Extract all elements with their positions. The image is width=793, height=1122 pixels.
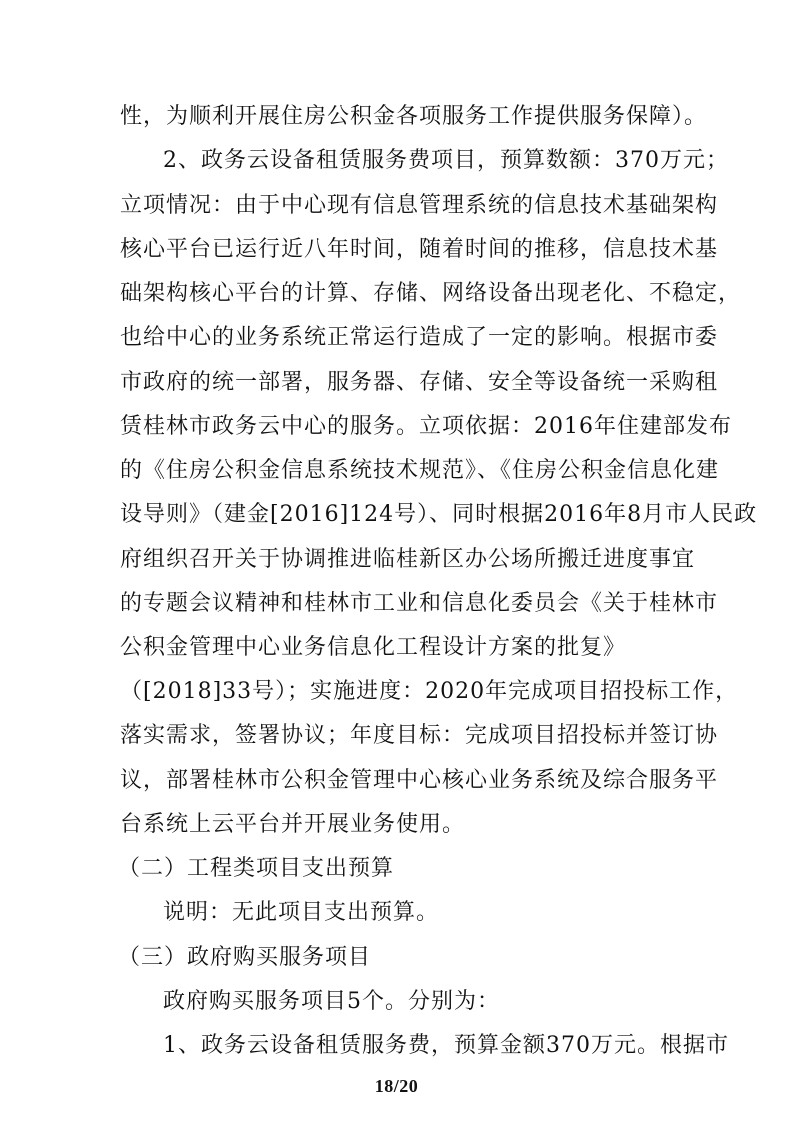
body-line-17: 台系统上云平台并开展业务使用。 (120, 812, 466, 837)
body-line-4: 核心平台已运行近八年时间，随着时间的推移，信息技术基 (120, 237, 719, 262)
body-line-5: 础架构核心平台的计算、存储、网络设备出现老化、不稳定， (120, 281, 742, 306)
section-heading-procurement: （三）政府购买服务项目 (118, 945, 372, 970)
body-line-9: 的《住房公积金信息系统技术规范》、《住房公积金信息化建 (120, 458, 720, 483)
body-line-7: 市政府的统一部署，服务器、存储、安全等设备统一采购租 (120, 370, 719, 395)
body-line-13: 公积金管理中心业务信息化工程设计方案的批复》 (120, 635, 627, 660)
body-line-14: （[2018]33号）；实施进度：2020年完成项目招投标工作， (120, 679, 739, 704)
body-line-12: 的专题会议精神和桂林市工业和信息化委员会《关于桂林市 (120, 591, 719, 616)
body-line-11: 府组织召开关于协调推进临桂新区办公场所搬迁进度事宜 (120, 547, 696, 572)
body-line-2: 2、政务云设备租赁服务费项目，预算数额：370万元； (163, 148, 729, 173)
body-line-1: 性，为顺利开展住房公积金各项服务工作提供服务保障）。 (120, 104, 708, 129)
body-line-15: 落实需求，签署协议；年度目标：完成项目招投标并签订协 (120, 723, 719, 748)
body-line-8: 赁桂林市政务云中心的服务。立项依据：2016年住建部发布 (120, 414, 732, 439)
body-line-procurement-count: 政府购买服务项目5个。分别为： (163, 989, 500, 1014)
body-line-note: 说明：无此项目支出预算。 (163, 900, 440, 925)
section-heading-engineering: （二）工程类项目支出预算 (118, 856, 395, 881)
body-line-10: 设导则》（建金[2016]124号）、同时根据2016年8月市人民政 (120, 502, 758, 527)
page-number: 18/20 (374, 1076, 419, 1096)
body-line-3: 立项情况：由于中心现有信息管理系统的信息技术基础架构 (120, 193, 719, 218)
body-line-procurement-item-1: 1、政务云设备租赁服务费，预算金额370万元。根据市 (163, 1033, 729, 1058)
body-line-16: 议，部署桂林市公积金管理中心核心业务系统及综合服务平 (120, 768, 719, 793)
body-line-6: 也给中心的业务系统正常运行造成了一定的影响。根据市委 (120, 325, 719, 350)
